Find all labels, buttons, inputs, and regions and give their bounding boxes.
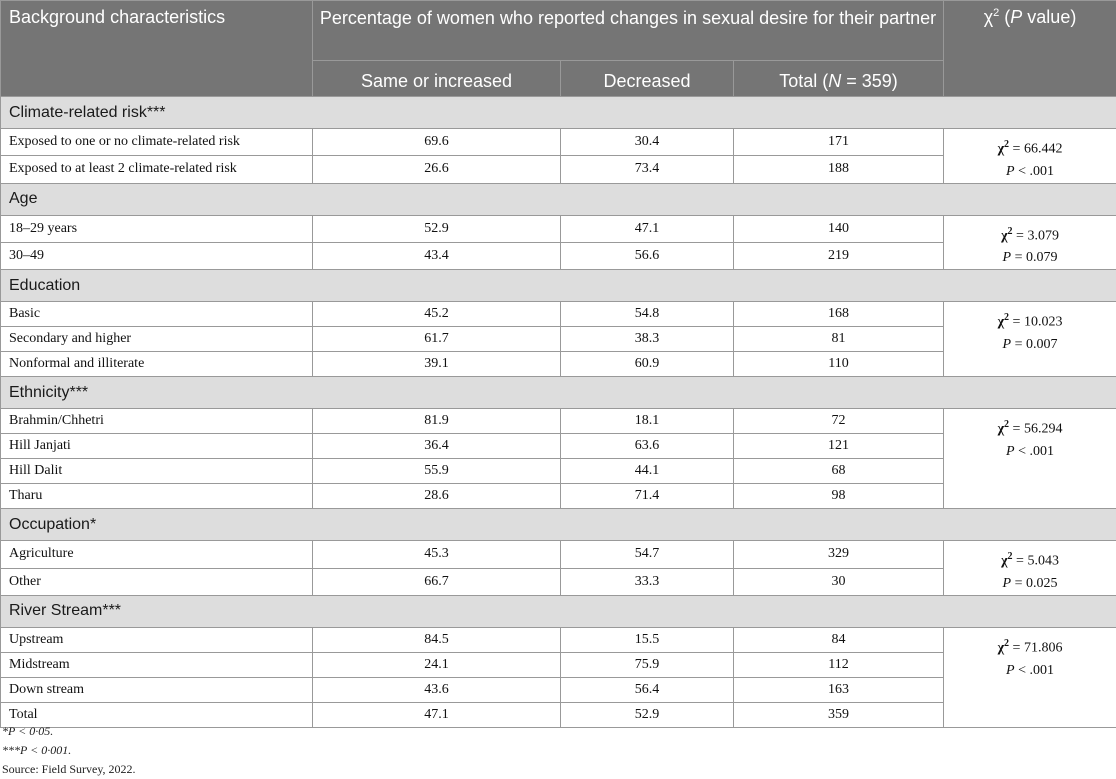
header-chi-square: [944, 1, 1116, 97]
cell-same-or-increased: 24.1: [313, 652, 561, 677]
cell-total: 329: [734, 541, 944, 568]
cell-decreased: 33.3: [561, 568, 734, 595]
cell-total: 171: [734, 129, 944, 156]
header-chi-exponent: 2: [993, 7, 1000, 19]
row-label: Midstream: [1, 652, 313, 677]
chi-value: 71.806: [1023, 640, 1063, 656]
cell-decreased: 30.4: [561, 129, 734, 156]
cell-total: 68: [734, 459, 944, 484]
cell-chi-square: [944, 541, 1116, 596]
p-letter: P: [1006, 163, 1015, 179]
cell-same-or-increased: 66.7: [313, 568, 561, 595]
cell-chi-square: [944, 129, 1116, 184]
cell-total: 72: [734, 409, 944, 434]
table-row: [1, 302, 1116, 327]
cell-total: 163: [734, 677, 944, 702]
cell-total: 110: [734, 352, 944, 377]
chi-equals: =: [1009, 421, 1024, 437]
chi-exponent: 2: [1004, 419, 1010, 431]
cell-decreased: 44.1: [561, 459, 734, 484]
cell-decreased: 75.9: [561, 652, 734, 677]
cell-decreased: 60.9: [561, 352, 734, 377]
chi-equals: =: [1012, 553, 1028, 569]
cell-total: 359: [734, 702, 944, 727]
chi-value: 66.442: [1023, 141, 1063, 157]
chi-value: 5.043: [1027, 553, 1059, 569]
chi-line: [944, 414, 1116, 441]
cell-total: 140: [734, 215, 944, 242]
chi-equals: =: [1009, 314, 1024, 330]
row-label: Secondary and higher: [1, 327, 313, 352]
cell-same-or-increased: 26.6: [313, 156, 561, 183]
header-total-suffix: = 359): [841, 71, 898, 91]
cell-same-or-increased: 47.1: [313, 702, 561, 727]
row-label: Total: [1, 702, 313, 727]
chi-symbol: χ: [997, 141, 1005, 157]
section-row: [1, 509, 1116, 541]
cell-same-or-increased: 45.3: [313, 541, 561, 568]
chi-line: [944, 221, 1116, 248]
p-letter: P: [1002, 336, 1012, 352]
note-p05-mark: *: [2, 724, 8, 738]
section-title: Occupation*: [1, 509, 1116, 541]
cell-same-or-increased: 55.9: [313, 459, 561, 484]
cell-chi-square: [944, 627, 1116, 727]
cell-chi-square: [944, 215, 1116, 270]
row-label: Brahmin/Chhetri: [1, 409, 313, 434]
cell-decreased: 54.8: [561, 302, 734, 327]
header-chi-p: P: [1010, 7, 1023, 27]
cell-chi-square: [944, 302, 1116, 377]
p-letter: P: [1002, 250, 1012, 266]
chi-equals: =: [1012, 228, 1028, 244]
p-operator: =: [1011, 250, 1026, 266]
p-value: .001: [1029, 163, 1054, 179]
cell-decreased: 18.1: [561, 409, 734, 434]
chi-symbol: χ: [1001, 553, 1008, 569]
p-operator: =: [1011, 336, 1026, 352]
chi-exponent: 2: [1007, 551, 1013, 563]
p-value: .001: [1029, 662, 1054, 678]
row-label: Upstream: [1, 627, 313, 652]
cell-same-or-increased: 61.7: [313, 327, 561, 352]
note-p001-mark: ***: [2, 743, 20, 757]
p-line: [944, 441, 1116, 463]
chi-symbol: χ: [1001, 228, 1008, 244]
cell-total: 98: [734, 484, 944, 509]
chi-line: [944, 134, 1116, 161]
header-chi-value: value): [1022, 7, 1077, 27]
section-title: Climate-related risk***: [1, 97, 1116, 129]
cell-chi-square: [944, 409, 1116, 509]
cell-decreased: 73.4: [561, 156, 734, 183]
section-title: Ethnicity***: [1, 377, 1116, 409]
row-label: Agriculture: [1, 541, 313, 568]
cell-same-or-increased: 69.6: [313, 129, 561, 156]
chi-value: 56.294: [1023, 421, 1063, 437]
cell-total: 84: [734, 627, 944, 652]
cell-decreased: 56.6: [561, 242, 734, 269]
table-row: [1, 409, 1116, 434]
p-line: [944, 161, 1116, 183]
section-title: River Stream***: [1, 595, 1116, 627]
note-p05: [2, 722, 136, 741]
p-line: [944, 573, 1116, 595]
section-row: [1, 183, 1116, 215]
p-operator: <: [1014, 662, 1030, 678]
cell-total: 121: [734, 434, 944, 459]
chi-value: 3.079: [1027, 228, 1059, 244]
cell-same-or-increased: 43.4: [313, 242, 561, 269]
p-value: .001: [1029, 443, 1054, 459]
row-label: Basic: [1, 302, 313, 327]
chi-symbol: χ: [997, 640, 1005, 656]
row-label: Other: [1, 568, 313, 595]
p-line: [944, 660, 1116, 682]
row-label: 18–29 years: [1, 215, 313, 242]
note-source: Source: Field Survey, 2022.: [2, 762, 136, 776]
cell-same-or-increased: 36.4: [313, 434, 561, 459]
p-value: 0.079: [1026, 250, 1058, 266]
cell-total: 81: [734, 327, 944, 352]
chi-symbol: χ: [997, 421, 1005, 437]
p-operator: =: [1011, 575, 1026, 591]
p-value: 0.025: [1026, 575, 1058, 591]
table-row: [1, 215, 1116, 242]
p-letter: P: [1002, 575, 1012, 591]
row-label: Exposed to one or no climate-related risk: [1, 129, 313, 156]
cell-decreased: 47.1: [561, 215, 734, 242]
row-label: Tharu: [1, 484, 313, 509]
cell-same-or-increased: 39.1: [313, 352, 561, 377]
chi-line: [944, 546, 1116, 573]
cell-same-or-increased: 43.6: [313, 677, 561, 702]
cell-total: 30: [734, 568, 944, 595]
note-p05-text: P < 0·05.: [8, 724, 54, 738]
cell-same-or-increased: 45.2: [313, 302, 561, 327]
chi-equals: =: [1009, 640, 1024, 656]
chi-line: [944, 633, 1116, 660]
cell-decreased: 54.7: [561, 541, 734, 568]
cell-same-or-increased: 81.9: [313, 409, 561, 434]
header-same-or-increased: Same or increased: [313, 61, 561, 97]
section-row: [1, 595, 1116, 627]
cell-total: 219: [734, 242, 944, 269]
row-label: Hill Dalit: [1, 459, 313, 484]
note-p001: [2, 741, 136, 760]
chi-exponent: 2: [1004, 139, 1010, 150]
header-percentage: Percentage of women who reported changes in sexual desire for their partner: [313, 1, 944, 61]
chi-equals: =: [1009, 141, 1024, 157]
section-row: [1, 97, 1116, 129]
p-value: 0.007: [1026, 336, 1058, 352]
table-row: [1, 129, 1116, 156]
row-label: Nonformal and illiterate: [1, 352, 313, 377]
section-row: [1, 270, 1116, 302]
row-label: Hill Janjati: [1, 434, 313, 459]
header-chi-open: (: [999, 7, 1011, 27]
cell-total: 112: [734, 652, 944, 677]
chi-exponent: 2: [1004, 637, 1010, 649]
cell-decreased: 15.5: [561, 627, 734, 652]
table-row: [1, 541, 1116, 568]
cell-total: 188: [734, 156, 944, 183]
chi-exponent: 2: [1007, 225, 1013, 237]
header-total-prefix: Total (: [779, 71, 829, 91]
header-total-n: N: [828, 71, 842, 91]
cell-decreased: 56.4: [561, 677, 734, 702]
cell-decreased: 71.4: [561, 484, 734, 509]
p-line: [944, 334, 1116, 356]
cell-total: 168: [734, 302, 944, 327]
row-label: Exposed to at least 2 climate-related risk: [1, 156, 313, 183]
section-row: [1, 377, 1116, 409]
table-body: [1, 97, 1116, 728]
section-title: Age: [1, 183, 1116, 215]
p-operator: <: [1014, 443, 1030, 459]
cell-same-or-increased: 28.6: [313, 484, 561, 509]
note-p001-text: P < 0·001.: [20, 743, 72, 757]
chi-line: [944, 307, 1116, 334]
header-chi-symbol: χ: [983, 7, 994, 27]
cell-decreased: 52.9: [561, 702, 734, 727]
row-label: 30–49: [1, 242, 313, 269]
p-letter: P: [1006, 662, 1015, 678]
table-row: [1, 627, 1116, 652]
cell-same-or-increased: 52.9: [313, 215, 561, 242]
cell-decreased: 63.6: [561, 434, 734, 459]
header-background-characteristics: Background characteristics: [1, 1, 313, 97]
header-total: [734, 61, 944, 97]
cell-same-or-increased: 84.5: [313, 627, 561, 652]
cell-decreased: 38.3: [561, 327, 734, 352]
table-notes: [2, 722, 136, 779]
header-decreased: Decreased: [561, 61, 734, 97]
row-label: Down stream: [1, 677, 313, 702]
p-line: [944, 247, 1116, 269]
chi-exponent: 2: [1004, 312, 1010, 324]
chi-symbol: χ: [997, 314, 1005, 330]
p-letter: P: [1006, 443, 1015, 459]
chi-value: 10.023: [1023, 314, 1063, 330]
p-operator: <: [1014, 163, 1030, 179]
section-title: Education: [1, 270, 1116, 302]
